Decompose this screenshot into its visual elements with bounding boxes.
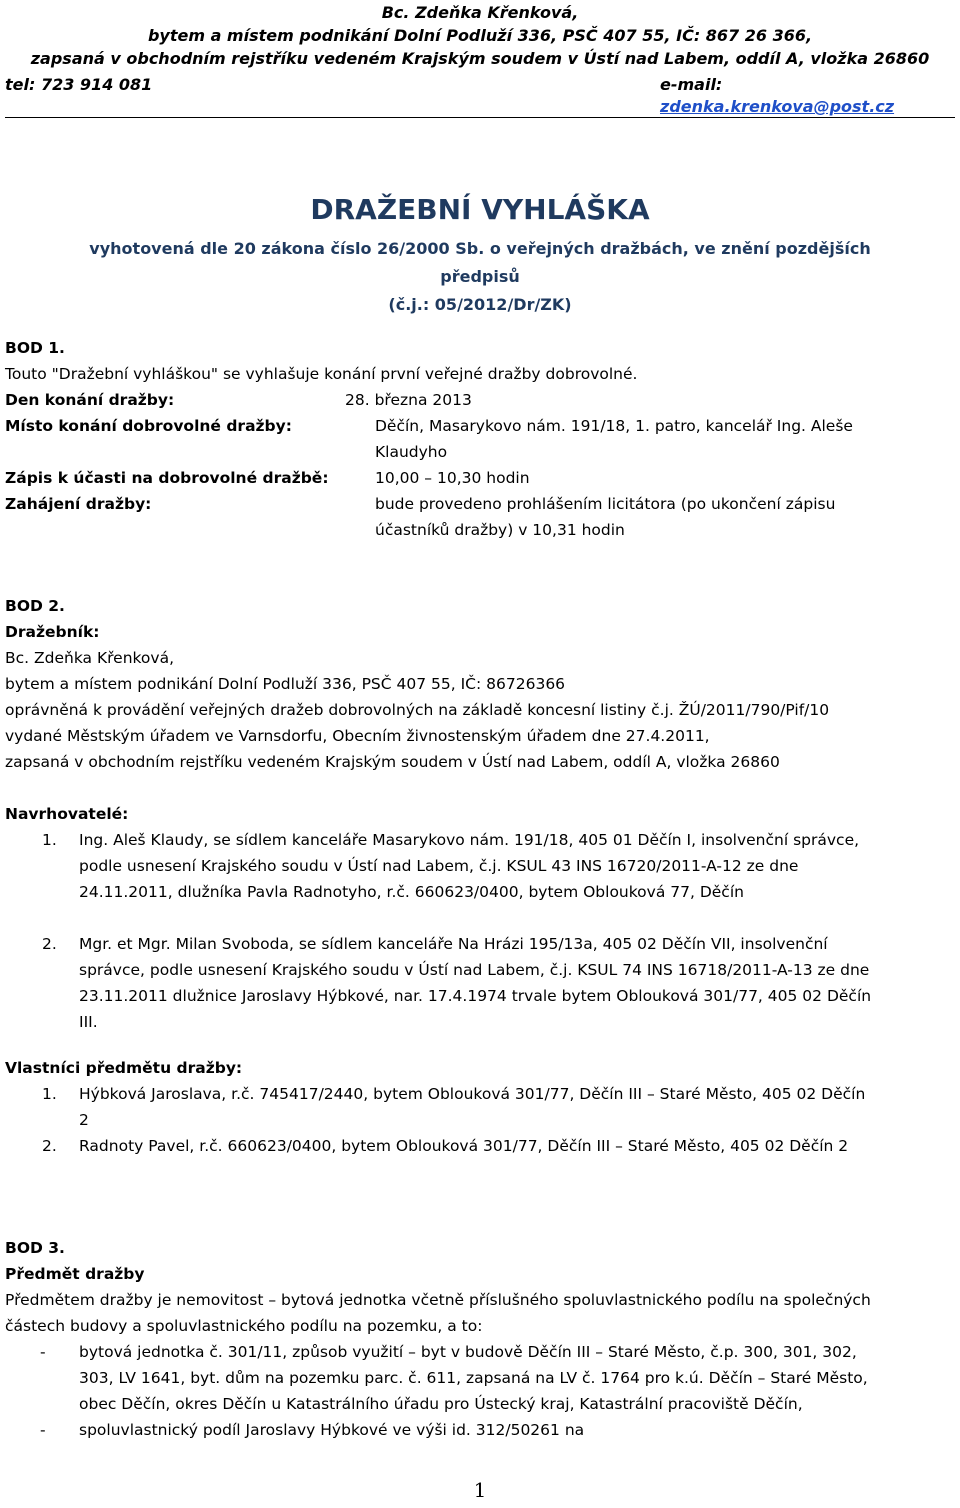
predmet-intro-1: Předmětem dražby je nemovitost – bytová jednotka včetně příslušného spoluvlastnického podílu na společných bbox=[5, 1291, 871, 1309]
bod1-heading: BOD 1. bbox=[5, 339, 65, 357]
bod2-heading: BOD 2. bbox=[5, 597, 65, 615]
predmet-item-1-line-2: 303, LV 1641, byt. dům na pozemku parc. č. 611, zapsaná na LV č. 1764 pro k.ú. Děčín – Staré Město, bbox=[79, 1369, 868, 1387]
drazebnik-label: Dražebník: bbox=[5, 623, 100, 641]
vlastnici-label: Vlastníci předmětu dražby: bbox=[5, 1059, 243, 1077]
bod1-label-zapis: Zápis k účasti na dobrovolné dražbě: bbox=[5, 469, 329, 487]
bod1-value-zahajeni-2: účastníků dražby) v 10,31 hodin bbox=[375, 521, 625, 539]
email-link[interactable]: zdenka.krenkova@post.cz bbox=[660, 97, 895, 116]
page-number: 1 bbox=[473, 1478, 487, 1502]
predmet-item-1-dash: - bbox=[40, 1343, 46, 1361]
document-title: DRAŽEBNÍ VYHLÁŠKA bbox=[310, 193, 650, 226]
vlastnik-1-line-1: Hýbková Jaroslava, r.č. 745417/2440, bytem Oblouková 301/77, Děčín III – Staré Město, 405 02 Děčín bbox=[79, 1085, 866, 1103]
drazebnik-line-2: bytem a místem podnikání Dolní Podluží 336, PSČ 407 55, IČ: 86726366 bbox=[5, 675, 566, 693]
bod3-heading: BOD 3. bbox=[5, 1239, 65, 1257]
header-email-block bbox=[660, 74, 960, 118]
vlastnik-2-num: 2. bbox=[42, 1137, 57, 1155]
subtitle-line-2: (č.j.: 05/2012/Dr/ZK) bbox=[388, 295, 572, 314]
navrhovatel-2-num: 2. bbox=[42, 935, 57, 953]
predmet-item-2-dash: - bbox=[40, 1421, 46, 1439]
navrhovatel-2-line-3: 23.11.2011 dlužnice Jaroslavy Hýbkové, nar. 17.4.1974 trvale bytem Oblouková 301/77, 405 02 Děčín bbox=[79, 987, 872, 1005]
navrhovatel-1-num: 1. bbox=[42, 831, 57, 849]
predmet-item-2-line-1: spoluvlastnický podíl Jaroslavy Hýbkové ve výši id. 312/50261 na bbox=[79, 1421, 585, 1439]
bod1-value-zahajeni: bude provedeno prohlášením licitátora (po ukončení zápisu bbox=[375, 495, 836, 513]
vlastnik-1-num: 1. bbox=[42, 1085, 57, 1103]
header-tel: tel: 723 914 081 bbox=[5, 75, 153, 94]
bod1-value-misto-2: Klaudyho bbox=[375, 443, 448, 461]
vlastnik-1-line-2: 2 bbox=[79, 1111, 89, 1129]
predmet-item-1-line-3: obec Děčín, okres Děčín u Katastrálního úřadu pro Ústecký kraj, Katastrální pracoviště Děčín, bbox=[79, 1395, 803, 1413]
bod1-label-den: Den konání dražby: bbox=[5, 391, 175, 409]
drazebnik-line-1: Bc. Zdeňka Křenková, bbox=[5, 649, 175, 667]
header-address: bytem a místem podnikání Dolní Podluží 336, PSČ 407 55, IČ: 867 26 366, bbox=[147, 26, 813, 45]
navrhovatel-2-line-2: správce, podle usnesení Krajského soudu v Ústí nad Labem, č.j. KSUL 74 INS 16718/2011-A-13 ze dne bbox=[79, 961, 870, 979]
header-name: Bc. Zdeňka Křenková, bbox=[381, 3, 579, 22]
drazebnik-line-5: zapsaná v obchodním rejstříku vedeném Krajským soudem v Ústí nad Labem, oddíl A, vložka 26860 bbox=[5, 753, 780, 771]
bod1-label-misto: Místo konání dobrovolné dražby: bbox=[5, 417, 292, 435]
predmet-label: Předmět dražby bbox=[5, 1265, 145, 1283]
navrhovatel-1-line-3: 24.11.2011, dlužníka Pavla Radnotyho, r.č. 660623/0400, bytem Oblouková 77, Děčín bbox=[79, 883, 744, 901]
subtitle-line-1: vyhotovená dle 20 zákona číslo 26/2000 Sb. o veřejných dražbách, ve znění pozdějších předpisů bbox=[89, 239, 871, 286]
bod1-value-zapis: 10,00 – 10,30 hodin bbox=[375, 469, 530, 487]
navrhovatel-1-line-1: Ing. Aleš Klaudy, se sídlem kanceláře Masarykovo nám. 191/18, 405 01 Děčín I, insolvenční správce, bbox=[79, 831, 860, 849]
navrhovatel-2-line-1: Mgr. et Mgr. Milan Svoboda, se sídlem kanceláře Na Hrázi 195/13a, 405 02 Děčín VII, insolvenční bbox=[79, 935, 828, 953]
header-registry: zapsaná v obchodním rejstříku vedeném Krajským soudem v Ústí nad Labem, oddíl A, vložka 26860 bbox=[30, 49, 930, 68]
drazebnik-line-4: vydané Městským úřadem ve Varnsdorfu, Obecním živnostenským úřadem dne 27.4.2011, bbox=[5, 727, 710, 745]
bod1-value-den: 28. března 2013 bbox=[345, 391, 472, 409]
navrhovatele-label: Navrhovatelé: bbox=[5, 805, 129, 823]
bod1-intro: Touto "Dražební vyhláškou" se vyhlašuje konání první veřejné dražby dobrovolné. bbox=[5, 365, 638, 383]
predmet-intro-2: částech budovy a spoluvlastnického podílu na pozemku, a to: bbox=[5, 1317, 483, 1335]
bod1-value-misto: Děčín, Masarykovo nám. 191/18, 1. patro, kancelář Ing. Aleše bbox=[375, 417, 853, 435]
drazebnik-line-3: oprávněná k provádění veřejných dražeb dobrovolných na základě koncesní listiny č.j. ŽÚ/2011/790/Pif/10 bbox=[5, 701, 830, 719]
vlastnik-2-line-1: Radnoty Pavel, r.č. 660623/0400, bytem Oblouková 301/77, Děčín III – Staré Město, 405 02 Děčín 2 bbox=[79, 1137, 849, 1155]
navrhovatel-1-line-2: podle usnesení Krajského soudu v Ústí nad Labem, č.j. KSUL 43 INS 16720/2011-A-12 ze dne bbox=[79, 857, 799, 875]
header-divider bbox=[5, 117, 955, 118]
bod1-label-zahajeni: Zahájení dražby: bbox=[5, 495, 152, 513]
predmet-item-1-line-1: bytová jednotka č. 301/11, způsob využití – byt v budově Děčín III – Staré Město, č.p. 300, 301, 302, bbox=[79, 1343, 857, 1361]
header-email-label: e-mail: bbox=[660, 75, 723, 94]
navrhovatel-2-line-4: III. bbox=[79, 1013, 98, 1031]
document-subtitle bbox=[60, 235, 900, 319]
